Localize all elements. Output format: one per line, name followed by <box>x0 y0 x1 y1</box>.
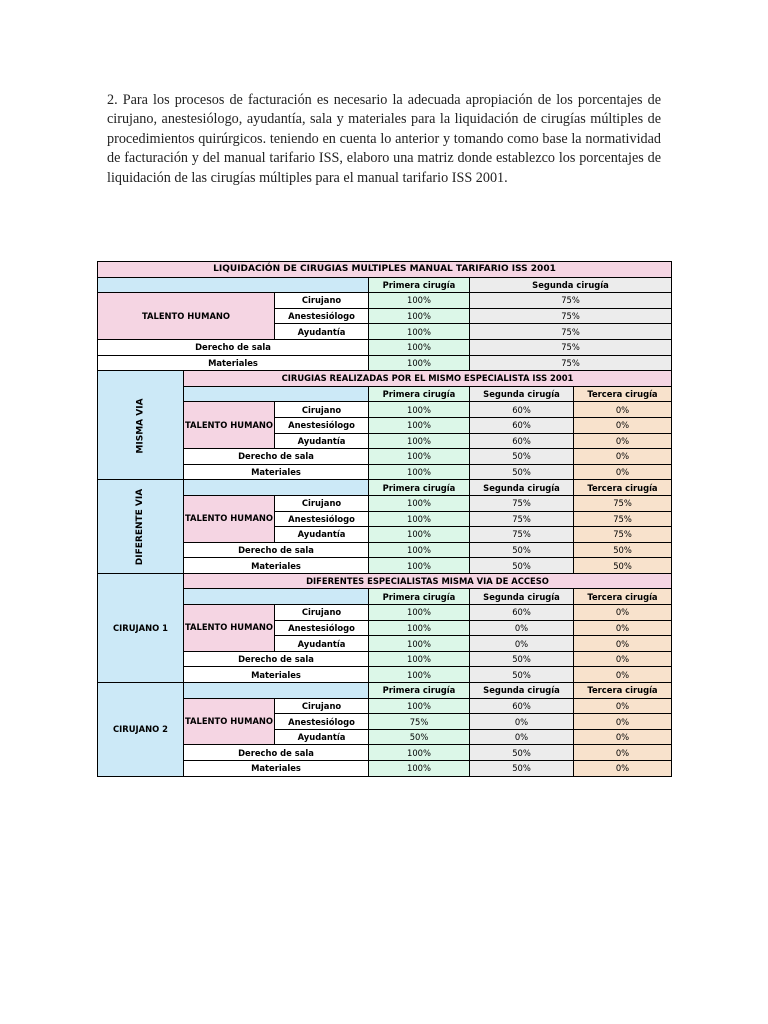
row-label-cirujano: Cirujano <box>275 698 369 714</box>
group-talento-humano: TALENTO HUMANO <box>184 698 275 745</box>
cell-value: 0% <box>470 620 574 636</box>
cell-value: 0% <box>574 729 672 745</box>
header-primera: Primera cirugía <box>369 386 470 402</box>
table-row <box>98 761 672 777</box>
row-label-materiales: Materiales <box>184 464 369 480</box>
header-tercera: Tercera cirugía <box>574 589 672 605</box>
table-row <box>98 605 672 621</box>
cell-value: 0% <box>574 698 672 714</box>
cell-value: 75% <box>470 527 574 543</box>
row-label-ayudantia: Ayudantía <box>275 433 369 449</box>
row-label-cirujano: Cirujano <box>275 605 369 621</box>
cell-value: 75% <box>470 308 672 324</box>
cell-value: 0% <box>574 433 672 449</box>
cell-value: 60% <box>470 605 574 621</box>
row-label-anestesiologo: Anestesiólogo <box>275 714 369 730</box>
row-label-derecho-sala: Derecho de sala <box>98 339 369 355</box>
cell-value: 50% <box>574 542 672 558</box>
group-talento-humano: TALENTO HUMANO <box>184 402 275 449</box>
row-label-ayudantia: Ayudantía <box>275 527 369 543</box>
cell-value: 100% <box>369 761 470 777</box>
header-tercera: Tercera cirugía <box>574 480 672 496</box>
header-segunda: Segunda cirugía <box>470 589 574 605</box>
cell-value: 75% <box>470 293 672 309</box>
table-row <box>98 651 672 667</box>
cell-value: 0% <box>470 729 574 745</box>
row-label-anestesiologo: Anestesiólogo <box>275 417 369 433</box>
row-label-ayudantia: Ayudantía <box>275 729 369 745</box>
cell-value: 75% <box>574 527 672 543</box>
header-segunda: Segunda cirugía <box>470 386 574 402</box>
cell-value: 0% <box>470 636 574 652</box>
cell-value: 0% <box>574 417 672 433</box>
row-label-anestesiologo: Anestesiólogo <box>275 620 369 636</box>
group-cirujano-2: CIRUJANO 2 <box>98 683 184 777</box>
cell-value: 100% <box>369 308 470 324</box>
diferente-via-label: DIFERENTE VIA <box>135 488 146 566</box>
cell-value: 0% <box>574 605 672 621</box>
cell-value: 100% <box>369 464 470 480</box>
cell-value: 0% <box>574 449 672 465</box>
cell-value: 0% <box>574 402 672 418</box>
row-label-anestesiologo: Anestesiólogo <box>275 308 369 324</box>
header-segunda: Segunda cirugía <box>470 480 574 496</box>
cell-value: 75% <box>470 355 672 371</box>
cell-value: 100% <box>369 433 470 449</box>
group-misma-via <box>98 371 184 480</box>
table-row <box>98 480 672 496</box>
header-primera: Primera cirugía <box>369 277 470 293</box>
table-row <box>98 683 672 699</box>
intro-paragraph: 2. Para los procesos de facturación es necesario la adecuada apropiación de los porcentajes de cirujano, anestesiólogo, ayudantía, sala y materiales para la liquidación de cirugías múltiples de procedimientos quirúrgicos. teniendo en cuenta lo anterior y tomando como base la normatividad de facturación y del manual tarifario ISS, elaboro una matriz donde establezco los porcentajes de liquidación de las cirugías múltiples para el manual tarifario ISS 2001. <box>107 92 661 186</box>
cell-value: 0% <box>574 667 672 683</box>
table-row <box>98 667 672 683</box>
cell-value: 100% <box>369 417 470 433</box>
header-primera: Primera cirugía <box>369 683 470 699</box>
cell-value: 60% <box>470 417 574 433</box>
header-tercera: Tercera cirugía <box>574 386 672 402</box>
general-header-row <box>98 277 672 293</box>
table-title: LIQUIDACIÓN DE CIRUGIAS MULTIPLES MANUAL TARIFARIO ISS 2001 <box>98 262 672 278</box>
row-label-cirujano: Cirujano <box>275 495 369 511</box>
cell-value: 60% <box>470 698 574 714</box>
misma-via-label: MISMA VIA <box>135 398 146 454</box>
liquidation-matrix <box>97 261 672 777</box>
cell-value: 100% <box>369 651 470 667</box>
row-label-ayudantia: Ayudantía <box>275 324 369 340</box>
table-row <box>98 464 672 480</box>
cell-value: 75% <box>369 714 470 730</box>
cell-value: 50% <box>470 449 574 465</box>
group-talento-humano: TALENTO HUMANO <box>184 495 275 542</box>
cell-value: 50% <box>470 761 574 777</box>
row-label-materiales: Materiales <box>184 667 369 683</box>
table-row <box>98 589 672 605</box>
cell-value: 0% <box>574 714 672 730</box>
cell-value: 100% <box>369 558 470 574</box>
table-row <box>98 402 672 418</box>
table-row <box>98 542 672 558</box>
cell-value: 100% <box>369 745 470 761</box>
header-tercera: Tercera cirugía <box>574 683 672 699</box>
cell-value: 50% <box>470 558 574 574</box>
cell-value: 50% <box>470 542 574 558</box>
cell-value: 100% <box>369 449 470 465</box>
diferentes-especialistas-title: DIFERENTES ESPECIALISTAS MISMA VIA DE ACCESO <box>184 573 672 589</box>
cell-value: 100% <box>369 527 470 543</box>
cell-value: 75% <box>470 495 574 511</box>
cell-value: 100% <box>369 339 470 355</box>
table-row <box>98 355 672 371</box>
row-label-materiales: Materiales <box>184 761 369 777</box>
group-talento-humano: TALENTO HUMANO <box>184 605 275 652</box>
header-spacer <box>184 589 369 605</box>
cell-value: 75% <box>470 511 574 527</box>
cell-value: 100% <box>369 324 470 340</box>
row-label-cirujano: Cirujano <box>275 293 369 309</box>
header-spacer <box>184 480 369 496</box>
table-title-row <box>98 262 672 278</box>
cell-value: 0% <box>574 761 672 777</box>
header-segunda: Segunda cirugía <box>470 683 574 699</box>
cell-value: 75% <box>470 324 672 340</box>
group-talento-humano: TALENTO HUMANO <box>98 293 275 340</box>
header-primera: Primera cirugía <box>369 589 470 605</box>
table-row <box>98 495 672 511</box>
row-label-materiales: Materiales <box>184 558 369 574</box>
table-row <box>98 449 672 465</box>
header-spacer <box>184 683 369 699</box>
cell-value: 0% <box>574 464 672 480</box>
cell-value: 50% <box>470 745 574 761</box>
cell-value: 0% <box>574 636 672 652</box>
row-label-derecho-sala: Derecho de sala <box>184 449 369 465</box>
cell-value: 100% <box>369 355 470 371</box>
cell-value: 50% <box>470 667 574 683</box>
table-row <box>98 745 672 761</box>
table-row <box>98 339 672 355</box>
cell-value: 75% <box>574 511 672 527</box>
cell-value: 100% <box>369 620 470 636</box>
header-segunda: Segunda cirugía <box>470 277 672 293</box>
table-row <box>98 386 672 402</box>
group-cirujano-1: CIRUJANO 1 <box>98 573 184 682</box>
cell-value: 0% <box>574 651 672 667</box>
cell-value: 50% <box>470 464 574 480</box>
cell-value: 100% <box>369 495 470 511</box>
cell-value: 100% <box>369 605 470 621</box>
row-label-derecho-sala: Derecho de sala <box>184 542 369 558</box>
cell-value: 50% <box>574 558 672 574</box>
cell-value: 50% <box>470 651 574 667</box>
cell-value: 100% <box>369 402 470 418</box>
cell-value: 100% <box>369 667 470 683</box>
cell-value: 100% <box>369 293 470 309</box>
cell-value: 100% <box>369 636 470 652</box>
header-spacer <box>98 277 369 293</box>
table-row <box>98 293 672 309</box>
cell-value: 100% <box>369 511 470 527</box>
cell-value: 100% <box>369 698 470 714</box>
row-label-derecho-sala: Derecho de sala <box>184 745 369 761</box>
row-label-materiales: Materiales <box>98 355 369 371</box>
row-label-cirujano: Cirujano <box>275 402 369 418</box>
cell-value: 60% <box>470 433 574 449</box>
cell-value: 100% <box>369 542 470 558</box>
row-label-anestesiologo: Anestesiólogo <box>275 511 369 527</box>
cell-value: 75% <box>574 495 672 511</box>
cell-value: 0% <box>470 714 574 730</box>
group-diferente-via <box>98 480 184 574</box>
cell-value: 60% <box>470 402 574 418</box>
cell-value: 50% <box>369 729 470 745</box>
table-row <box>98 573 672 589</box>
cell-value: 0% <box>574 620 672 636</box>
row-label-ayudantia: Ayudantía <box>275 636 369 652</box>
cell-value: 75% <box>470 339 672 355</box>
table-row <box>98 558 672 574</box>
row-label-derecho-sala: Derecho de sala <box>184 651 369 667</box>
mismo-especialista-title: CIRUGIAS REALIZADAS POR EL MISMO ESPECIALISTA ISS 2001 <box>184 371 672 387</box>
cell-value: 0% <box>574 745 672 761</box>
table-row <box>98 371 672 387</box>
table-row <box>98 698 672 714</box>
header-spacer <box>184 386 369 402</box>
header-primera: Primera cirugía <box>369 480 470 496</box>
